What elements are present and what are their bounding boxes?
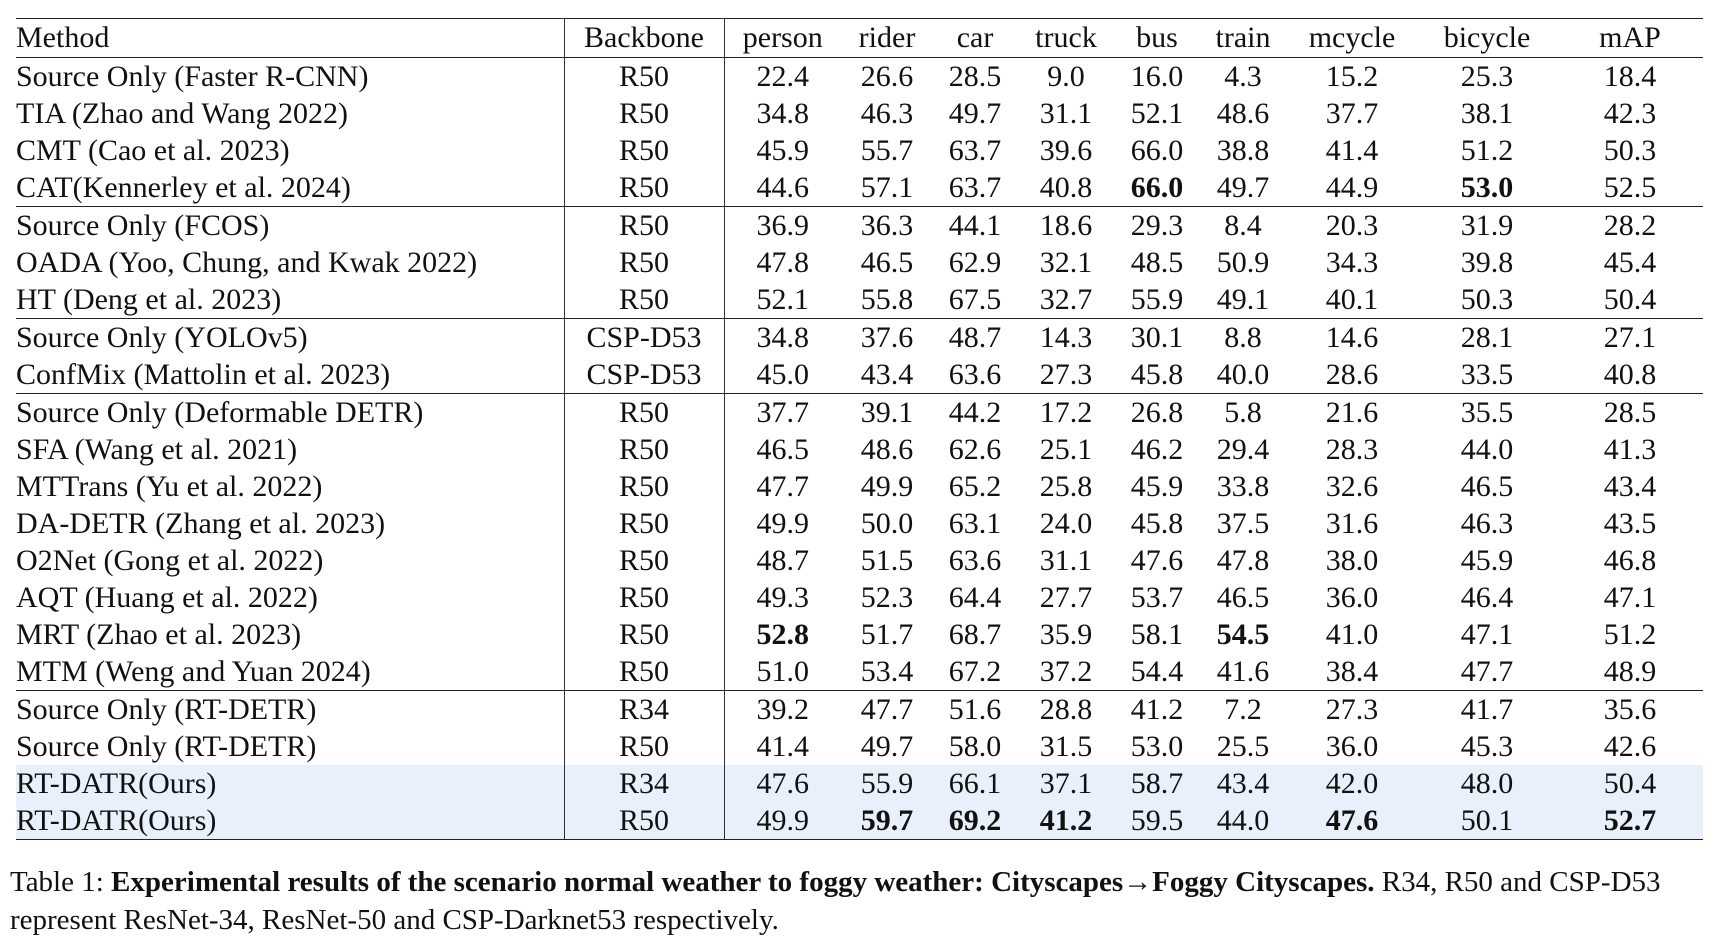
value-cell: 46.5 xyxy=(756,432,809,466)
value-cell xyxy=(1115,169,1199,207)
value-cell: 20.3 xyxy=(1287,207,1417,245)
value-cell: 45.8 xyxy=(1130,506,1184,540)
table-row xyxy=(16,207,1703,245)
value-cell: 37.6 xyxy=(841,319,933,357)
value-cell: 52.1 xyxy=(1130,96,1184,130)
backbone-cell: R50 xyxy=(564,281,724,319)
value-cell: 16.0 xyxy=(1115,58,1199,96)
value-cell: 28.5 xyxy=(933,58,1017,96)
value-cell: 18.4 xyxy=(1557,58,1703,96)
value-cell: 46.3 xyxy=(860,96,914,130)
value-cell: 50.4 xyxy=(1603,282,1657,316)
method-cell: DA-DETR (Zhang et al. 2023) xyxy=(16,505,564,542)
backbone-cell: R50 xyxy=(564,244,724,281)
value-cell: 63.6 xyxy=(948,357,1002,391)
value-cell: 51.2 xyxy=(1460,133,1514,167)
value-cell: 46.5 xyxy=(1460,469,1514,503)
backbone-cell: R50 xyxy=(564,95,724,132)
value-cell: 51.7 xyxy=(860,617,914,651)
table-row xyxy=(16,95,1703,132)
value-cell: 40.8 xyxy=(1039,170,1093,204)
value-cell: 67.5 xyxy=(948,282,1002,316)
value-cell: 55.8 xyxy=(860,282,914,316)
value-cell: 44.6 xyxy=(756,170,809,204)
value-cell: 44.9 xyxy=(1325,170,1379,204)
column-header-backbone: Backbone xyxy=(564,19,724,58)
best-value: 47.6 xyxy=(1325,803,1379,837)
value-cell: 59.5 xyxy=(1115,802,1199,840)
value-cell xyxy=(1417,169,1557,207)
value-cell: 45.8 xyxy=(1130,357,1184,391)
value-cell: 39.8 xyxy=(1460,245,1514,279)
best-value: 41.2 xyxy=(1039,803,1093,837)
backbone-cell: R50 xyxy=(564,58,724,96)
method-cell: MTM (Weng and Yuan 2024) xyxy=(16,653,564,691)
value-cell: 48.5 xyxy=(1130,245,1184,279)
method-cell: Source Only (Faster R-CNN) xyxy=(16,58,564,96)
value-cell: 43.4 xyxy=(860,357,914,391)
method-cell: Source Only (FCOS) xyxy=(16,207,564,245)
backbone-cell: R50 xyxy=(564,207,724,245)
method-cell: MRT (Zhao et al. 2023) xyxy=(16,616,564,653)
value-cell: 41.0 xyxy=(1325,617,1379,651)
backbone-cell: R50 xyxy=(564,169,724,207)
value-cell: 47.7 xyxy=(756,469,809,503)
value-cell: 25.3 xyxy=(1417,58,1557,96)
method-cell: AQT (Huang et al. 2022) xyxy=(16,579,564,616)
best-value: 52.8 xyxy=(756,617,809,651)
table-row xyxy=(16,281,1703,319)
value-cell: 62.9 xyxy=(948,245,1002,279)
value-cell: 44.2 xyxy=(933,394,1017,432)
backbone-cell: R50 xyxy=(564,468,724,505)
backbone-cell: CSP-D53 xyxy=(564,319,724,357)
value-cell: 41.2 xyxy=(1115,691,1199,729)
method-cell: OADA (Yoo, Chung, and Kwak 2022) xyxy=(16,244,564,281)
value-cell: 17.2 xyxy=(1017,394,1115,432)
value-cell: 63.7 xyxy=(948,133,1002,167)
value-cell: 39.1 xyxy=(841,394,933,432)
value-cell: 65.2 xyxy=(948,469,1002,503)
value-cell: 50.1 xyxy=(1417,802,1557,840)
table-row xyxy=(16,394,1703,432)
value-cell: 25.1 xyxy=(1039,432,1093,466)
value-cell: 35.9 xyxy=(1039,617,1093,651)
value-cell: 47.1 xyxy=(1603,580,1657,614)
method-cell: SFA (Wang et al. 2021) xyxy=(16,431,564,468)
value-cell: 50.0 xyxy=(860,506,914,540)
value-cell: 37.2 xyxy=(1039,654,1093,688)
value-cell: 47.8 xyxy=(756,245,809,279)
method-cell: Source Only (RT-DETR) xyxy=(16,691,564,729)
value-cell: 44.0 xyxy=(1460,432,1514,466)
value-cell xyxy=(724,616,841,653)
method-cell: CMT (Cao et al. 2023) xyxy=(16,132,564,169)
value-cell: 32.1 xyxy=(1039,245,1093,279)
best-value: 66.0 xyxy=(1130,170,1184,204)
column-header-person: person xyxy=(724,19,841,58)
value-cell: 41.3 xyxy=(1603,432,1657,466)
column-header-rider: rider xyxy=(841,19,933,58)
backbone-cell: R50 xyxy=(564,505,724,542)
value-cell xyxy=(1017,802,1115,840)
column-header-method: Method xyxy=(16,19,564,58)
value-cell: 47.8 xyxy=(1216,543,1270,577)
value-cell: 50.4 xyxy=(1557,765,1703,802)
value-cell: 27.7 xyxy=(1039,580,1093,614)
best-value: 53.0 xyxy=(1460,170,1514,204)
method-cell: ConfMix (Mattolin et al. 2023) xyxy=(16,356,564,394)
value-cell: 38.0 xyxy=(1325,543,1379,577)
value-cell: 9.0 xyxy=(1017,58,1115,96)
value-cell: 58.1 xyxy=(1130,617,1184,651)
value-cell: 27.1 xyxy=(1557,319,1703,357)
value-cell: 27.3 xyxy=(1039,357,1093,391)
value-cell: 50.3 xyxy=(1603,133,1657,167)
method-cell: O2Net (Gong et al. 2022) xyxy=(16,542,564,579)
column-header-bus: bus xyxy=(1115,19,1199,58)
value-cell: 31.5 xyxy=(1039,729,1093,763)
value-cell: 48.7 xyxy=(756,543,809,577)
method-cell: Source Only (Deformable DETR) xyxy=(16,394,564,432)
value-cell: 43.4 xyxy=(1199,765,1287,802)
value-cell: 34.8 xyxy=(756,96,809,130)
value-cell: 29.4 xyxy=(1216,432,1270,466)
backbone-cell: R50 xyxy=(564,132,724,169)
value-cell: 43.4 xyxy=(1603,469,1657,503)
value-cell: 55.7 xyxy=(860,133,914,167)
value-cell: 25.8 xyxy=(1039,469,1093,503)
value-cell: 42.0 xyxy=(1287,765,1417,802)
value-cell: 46.5 xyxy=(1216,580,1270,614)
value-cell: 24.0 xyxy=(1039,506,1093,540)
column-header-map: mAP xyxy=(1557,19,1703,58)
value-cell: 38.8 xyxy=(1216,133,1270,167)
value-cell: 51.6 xyxy=(933,691,1017,729)
value-cell: 44.1 xyxy=(933,207,1017,245)
method-cell: HT (Deng et al. 2023) xyxy=(16,281,564,319)
backbone-cell: R50 xyxy=(564,728,724,765)
value-cell: 32.7 xyxy=(1039,282,1093,316)
table-row xyxy=(16,728,1703,765)
value-cell: 28.5 xyxy=(1557,394,1703,432)
column-header-mcycle: mcycle xyxy=(1287,19,1417,58)
value-cell: 58.7 xyxy=(1115,765,1199,802)
table-row xyxy=(16,356,1703,394)
best-value: 59.7 xyxy=(860,803,914,837)
value-cell: 42.3 xyxy=(1603,96,1657,130)
value-cell: 47.7 xyxy=(841,691,933,729)
value-cell: 47.1 xyxy=(1460,617,1514,651)
value-cell: 38.1 xyxy=(1460,96,1514,130)
results-table xyxy=(16,18,1703,840)
method-cell: CAT(Kennerley et al. 2024) xyxy=(16,169,564,207)
value-cell: 53.4 xyxy=(860,654,914,688)
backbone-cell: R50 xyxy=(564,431,724,468)
table-row xyxy=(16,468,1703,505)
value-cell: 31.1 xyxy=(1039,543,1093,577)
method-cell: TIA (Zhao and Wang 2022) xyxy=(16,95,564,132)
value-cell: 51.5 xyxy=(860,543,914,577)
backbone-cell: R50 xyxy=(564,653,724,691)
value-cell: 25.5 xyxy=(1216,729,1270,763)
value-cell: 66.0 xyxy=(1130,133,1184,167)
value-cell: 52.3 xyxy=(860,580,914,614)
value-cell: 37.7 xyxy=(724,394,841,432)
value-cell: 54.4 xyxy=(1130,654,1184,688)
caption-label: Table 1: xyxy=(10,866,112,898)
value-cell: 34.3 xyxy=(1325,245,1379,279)
value-cell: 35.6 xyxy=(1557,691,1703,729)
value-cell: 49.7 xyxy=(860,729,914,763)
value-cell: 39.6 xyxy=(1039,133,1093,167)
value-cell: 41.4 xyxy=(756,729,809,763)
value-cell: 33.5 xyxy=(1460,357,1514,391)
table-caption xyxy=(10,863,1700,939)
value-cell: 48.0 xyxy=(1417,765,1557,802)
value-cell: 26.8 xyxy=(1115,394,1199,432)
value-cell xyxy=(933,802,1017,840)
table-row xyxy=(16,542,1703,579)
value-cell: 50.9 xyxy=(1216,245,1270,279)
backbone-cell: R50 xyxy=(564,579,724,616)
method-cell: MTTrans (Yu et al. 2022) xyxy=(16,468,564,505)
value-cell: 7.2 xyxy=(1199,691,1287,729)
value-cell: 14.3 xyxy=(1017,319,1115,357)
value-cell xyxy=(841,802,933,840)
value-cell: 37.1 xyxy=(1017,765,1115,802)
value-cell: 48.6 xyxy=(860,432,914,466)
value-cell: 53.7 xyxy=(1130,580,1184,614)
value-cell: 52.5 xyxy=(1603,170,1657,204)
table-row xyxy=(16,319,1703,357)
value-cell: 31.9 xyxy=(1417,207,1557,245)
value-cell: 51.2 xyxy=(1603,617,1657,651)
value-cell: 28.2 xyxy=(1557,207,1703,245)
value-cell: 49.9 xyxy=(756,506,809,540)
method-cell: RT-DATR(Ours) xyxy=(16,802,564,840)
value-cell: 63.1 xyxy=(948,506,1002,540)
table-row xyxy=(16,691,1703,729)
table-header-row xyxy=(16,19,1703,58)
value-cell: 37.5 xyxy=(1216,506,1270,540)
value-cell: 37.7 xyxy=(1325,96,1379,130)
caption-bold-text: Experimental results of the scenario normal weather to foggy weather: Cityscapes→Foggy Cityscapes. xyxy=(111,866,1375,898)
value-cell: 8.4 xyxy=(1199,207,1287,245)
value-cell: 45.9 xyxy=(1460,543,1514,577)
value-cell: 49.9 xyxy=(724,802,841,840)
value-cell: 39.2 xyxy=(724,691,841,729)
method-cell: Source Only (RT-DETR) xyxy=(16,728,564,765)
caption-rest-text: R34, R50 and CSP-D53 represent ResNet-34, ResNet-50 and CSP-Darknet53 respectively. xyxy=(10,866,1661,936)
value-cell: 28.8 xyxy=(1017,691,1115,729)
backbone-cell: R34 xyxy=(564,691,724,729)
value-cell: 41.7 xyxy=(1417,691,1557,729)
value-cell: 51.0 xyxy=(756,654,809,688)
table-row xyxy=(16,58,1703,96)
table-row xyxy=(16,579,1703,616)
method-cell: RT-DATR(Ours) xyxy=(16,765,564,802)
value-cell: 5.8 xyxy=(1199,394,1287,432)
value-cell: 40.0 xyxy=(1216,357,1270,391)
value-cell: 40.8 xyxy=(1603,357,1657,391)
method-cell: Source Only (YOLOv5) xyxy=(16,319,564,357)
value-cell: 18.6 xyxy=(1017,207,1115,245)
value-cell: 4.3 xyxy=(1199,58,1287,96)
value-cell: 66.1 xyxy=(933,765,1017,802)
value-cell: 31.6 xyxy=(1325,506,1379,540)
value-cell: 36.0 xyxy=(1325,580,1379,614)
value-cell: 42.6 xyxy=(1603,729,1657,763)
backbone-cell: CSP-D53 xyxy=(564,356,724,394)
table-row xyxy=(16,169,1703,207)
column-header-car: car xyxy=(933,19,1017,58)
backbone-cell: R34 xyxy=(564,765,724,802)
backbone-cell: R50 xyxy=(564,542,724,579)
best-value: 52.7 xyxy=(1603,803,1657,837)
value-cell: 26.6 xyxy=(841,58,933,96)
column-header-truck: truck xyxy=(1017,19,1115,58)
value-cell: 44.0 xyxy=(1199,802,1287,840)
best-value: 54.5 xyxy=(1216,617,1270,651)
value-cell: 68.7 xyxy=(948,617,1002,651)
table-row xyxy=(16,802,1703,840)
value-cell: 46.4 xyxy=(1460,580,1514,614)
backbone-cell: R50 xyxy=(564,394,724,432)
value-cell: 63.7 xyxy=(948,170,1002,204)
value-cell: 31.1 xyxy=(1039,96,1093,130)
table-body xyxy=(16,58,1703,840)
value-cell: 29.3 xyxy=(1115,207,1199,245)
value-cell: 45.9 xyxy=(756,133,809,167)
column-header-bicycle: bicycle xyxy=(1417,19,1557,58)
value-cell: 27.3 xyxy=(1287,691,1417,729)
value-cell: 49.9 xyxy=(860,469,914,503)
value-cell: 21.6 xyxy=(1287,394,1417,432)
table-row xyxy=(16,653,1703,691)
value-cell: 14.6 xyxy=(1287,319,1417,357)
backbone-cell: R50 xyxy=(564,616,724,653)
value-cell: 55.9 xyxy=(841,765,933,802)
value-cell: 45.3 xyxy=(1460,729,1514,763)
value-cell xyxy=(1287,802,1417,840)
value-cell: 33.8 xyxy=(1216,469,1270,503)
value-cell: 62.6 xyxy=(948,432,1002,466)
value-cell: 15.2 xyxy=(1287,58,1417,96)
value-cell: 67.2 xyxy=(948,654,1002,688)
value-cell: 28.1 xyxy=(1417,319,1557,357)
value-cell: 45.9 xyxy=(1130,469,1184,503)
table-row xyxy=(16,765,1703,802)
value-cell: 40.1 xyxy=(1325,282,1379,316)
table-row xyxy=(16,132,1703,169)
value-cell: 38.4 xyxy=(1325,654,1379,688)
value-cell xyxy=(1557,802,1703,840)
value-cell: 46.3 xyxy=(1460,506,1514,540)
value-cell: 47.6 xyxy=(1130,543,1184,577)
value-cell: 50.3 xyxy=(1460,282,1514,316)
value-cell: 58.0 xyxy=(948,729,1002,763)
value-cell: 30.1 xyxy=(1115,319,1199,357)
table-row xyxy=(16,505,1703,542)
table-row xyxy=(16,244,1703,281)
value-cell: 41.4 xyxy=(1325,133,1379,167)
value-cell: 48.9 xyxy=(1603,654,1657,688)
value-cell: 46.8 xyxy=(1603,543,1657,577)
results-table-container xyxy=(16,18,1703,840)
best-value: 69.2 xyxy=(948,803,1002,837)
value-cell: 45.4 xyxy=(1603,245,1657,279)
value-cell: 28.3 xyxy=(1325,432,1379,466)
value-cell: 49.7 xyxy=(948,96,1002,130)
value-cell: 55.9 xyxy=(1130,282,1184,316)
value-cell: 47.6 xyxy=(724,765,841,802)
value-cell: 32.6 xyxy=(1325,469,1379,503)
value-cell: 49.3 xyxy=(756,580,809,614)
value-cell: 47.7 xyxy=(1460,654,1514,688)
value-cell: 35.5 xyxy=(1417,394,1557,432)
value-cell: 46.5 xyxy=(860,245,914,279)
value-cell: 52.1 xyxy=(756,282,809,316)
value-cell xyxy=(1199,616,1287,653)
value-cell: 49.1 xyxy=(1216,282,1270,316)
value-cell: 63.6 xyxy=(948,543,1002,577)
value-cell: 45.0 xyxy=(756,357,809,391)
value-cell: 41.6 xyxy=(1216,654,1270,688)
value-cell: 64.4 xyxy=(948,580,1002,614)
table-row xyxy=(16,616,1703,653)
column-header-train: train xyxy=(1199,19,1287,58)
value-cell: 48.7 xyxy=(933,319,1017,357)
value-cell: 46.2 xyxy=(1130,432,1184,466)
value-cell: 48.6 xyxy=(1216,96,1270,130)
value-cell: 43.5 xyxy=(1603,506,1657,540)
value-cell: 8.8 xyxy=(1199,319,1287,357)
value-cell: 36.3 xyxy=(841,207,933,245)
value-cell: 53.0 xyxy=(1130,729,1184,763)
table-row xyxy=(16,431,1703,468)
value-cell: 57.1 xyxy=(860,170,914,204)
value-cell: 36.0 xyxy=(1325,729,1379,763)
value-cell: 22.4 xyxy=(724,58,841,96)
value-cell: 49.7 xyxy=(1216,170,1270,204)
backbone-cell: R50 xyxy=(564,802,724,840)
value-cell: 34.8 xyxy=(724,319,841,357)
value-cell: 36.9 xyxy=(724,207,841,245)
value-cell: 28.6 xyxy=(1325,357,1379,391)
